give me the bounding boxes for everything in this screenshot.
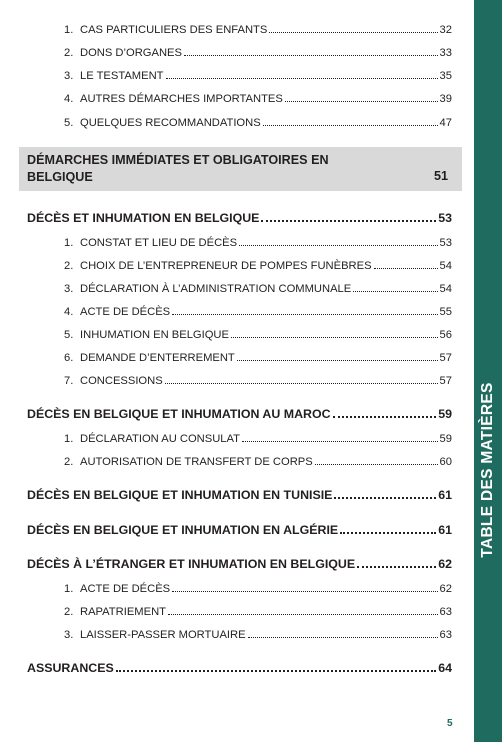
toc-section-title: DÉCÈS EN BELGIQUE ET INHUMATION EN ALGÉRIE bbox=[27, 523, 339, 537]
toc-entry-page: 59 bbox=[439, 433, 452, 445]
toc-entry[interactable] bbox=[64, 456, 452, 468]
toc-entry[interactable] bbox=[64, 24, 452, 36]
leader-dots bbox=[334, 496, 436, 499]
toc-entry-number: 1. bbox=[64, 24, 74, 36]
toc-entry-number: 4. bbox=[64, 306, 74, 318]
chapter-page: 51 bbox=[433, 169, 448, 183]
leader-dots bbox=[165, 382, 438, 384]
toc-entry-label: INHUMATION EN BELGIQUE bbox=[80, 329, 229, 341]
toc-entry-number: 2. bbox=[64, 260, 74, 272]
toc-entry[interactable] bbox=[64, 70, 452, 82]
chapter-title-line: BELGIQUE bbox=[27, 170, 93, 184]
leader-dots bbox=[263, 124, 438, 126]
leader-dots bbox=[357, 565, 436, 568]
toc-entry-label: DEMANDE D’ENTERREMENT bbox=[80, 352, 235, 364]
leader-dots bbox=[315, 463, 438, 465]
leader-dots bbox=[172, 313, 437, 315]
toc-entry-number: 7. bbox=[64, 375, 74, 387]
toc-section[interactable] bbox=[27, 523, 452, 537]
leader-dots bbox=[166, 77, 438, 79]
toc-entry-number: 2. bbox=[64, 456, 74, 468]
toc-entry-number: 5. bbox=[64, 329, 74, 341]
toc-entry-page: 63 bbox=[439, 606, 452, 618]
toc-entry-label: CAS PARTICULIERS DES ENFANTS bbox=[80, 24, 268, 36]
toc-entry-label: RAPATRIEMENT bbox=[80, 606, 166, 618]
toc-section[interactable] bbox=[27, 661, 452, 675]
toc-entry-number: 1. bbox=[64, 237, 74, 249]
toc-entry-page: 35 bbox=[439, 70, 452, 82]
leader-dots bbox=[242, 440, 438, 442]
toc-section-page: 64 bbox=[438, 661, 452, 675]
toc-entry[interactable] bbox=[64, 93, 452, 105]
toc-entry-number: 3. bbox=[64, 629, 74, 641]
leader-dots bbox=[184, 54, 438, 56]
toc-entry[interactable] bbox=[64, 329, 452, 341]
toc-entry-page: 39 bbox=[439, 93, 452, 105]
toc-entry[interactable] bbox=[64, 237, 452, 249]
toc-entry-page: 54 bbox=[439, 283, 452, 295]
toc-section-title: DÉCÈS EN BELGIQUE ET INHUMATION EN TUNISIE bbox=[27, 488, 333, 502]
chapter-title bbox=[27, 152, 387, 186]
toc-entry-label: ACTE DE DÉCÈS bbox=[80, 583, 171, 595]
toc-section[interactable] bbox=[27, 211, 452, 225]
toc-entry[interactable] bbox=[64, 433, 452, 445]
leader-dots bbox=[269, 31, 437, 33]
side-tab bbox=[474, 0, 502, 742]
toc-entry-label: DÉCLARATION À L’ADMINISTRATION COMMUNALE bbox=[80, 283, 352, 295]
leader-dots bbox=[333, 415, 437, 418]
toc-section-page: 62 bbox=[438, 557, 452, 571]
toc-entry[interactable] bbox=[64, 306, 452, 318]
leader-dots bbox=[340, 531, 436, 534]
toc-entry[interactable] bbox=[64, 117, 452, 129]
toc-entry-number: 2. bbox=[64, 47, 74, 59]
toc-entry-label: CONSTAT ET LIEU DE DÉCÈS bbox=[80, 237, 238, 249]
toc-entry-page: 53 bbox=[439, 237, 452, 249]
toc-entry-page: 55 bbox=[439, 306, 452, 318]
toc-entry[interactable] bbox=[64, 606, 452, 618]
leader-dots bbox=[172, 590, 437, 592]
toc-entry-label: ACTE DE DÉCÈS bbox=[80, 306, 171, 318]
leader-dots bbox=[285, 100, 438, 102]
leader-dots bbox=[231, 336, 438, 338]
toc-entry-page: 57 bbox=[439, 375, 452, 387]
toc-entry-number: 6. bbox=[64, 352, 74, 364]
page-number: 5 bbox=[447, 718, 453, 729]
toc-entry-label: AUTORISATION DE TRANSFERT DE CORPS bbox=[80, 456, 313, 468]
leader-dots bbox=[239, 244, 437, 246]
toc-entry-number: 3. bbox=[64, 70, 74, 82]
leader-dots bbox=[237, 359, 438, 361]
leader-dots bbox=[116, 669, 436, 672]
leader-dots bbox=[353, 290, 437, 292]
leader-dots bbox=[248, 636, 438, 638]
toc-entry[interactable] bbox=[64, 583, 452, 595]
toc-entry[interactable] bbox=[64, 629, 452, 641]
toc-section-title: DÉCÈS À L’ÉTRANGER ET INHUMATION EN BELGIQUE bbox=[27, 557, 356, 571]
toc-section-page: 59 bbox=[438, 407, 452, 421]
toc-section[interactable] bbox=[27, 407, 452, 421]
toc-entry-number: 4. bbox=[64, 93, 74, 105]
toc-entry[interactable] bbox=[64, 375, 452, 387]
toc-entry-number: 5. bbox=[64, 117, 74, 129]
chapter-title-line: DÉMARCHES IMMÉDIATES ET OBLIGATOIRES EN bbox=[27, 153, 329, 167]
toc-entry[interactable] bbox=[64, 283, 452, 295]
leader-dots bbox=[261, 219, 436, 222]
toc-entry-page: 33 bbox=[439, 47, 452, 59]
toc-entry[interactable] bbox=[64, 260, 452, 272]
toc-entry-page: 54 bbox=[439, 260, 452, 272]
toc-entry-label: QUELQUES RECOMMANDATIONS bbox=[80, 117, 261, 129]
toc-entry-number: 2. bbox=[64, 606, 74, 618]
toc-entry-page: 62 bbox=[439, 583, 452, 595]
toc-section[interactable] bbox=[27, 488, 452, 502]
toc-entry-page: 57 bbox=[439, 352, 452, 364]
toc-entry-label: DÉCLARATION AU CONSULAT bbox=[80, 433, 240, 445]
toc-entry-page: 56 bbox=[439, 329, 452, 341]
toc-entry-page: 47 bbox=[439, 117, 452, 129]
toc-section-title: ASSURANCES bbox=[27, 661, 114, 675]
toc-entry-label: DONS D’ORGANES bbox=[80, 47, 182, 59]
leader-dots bbox=[168, 613, 438, 615]
toc-entry-page: 60 bbox=[439, 456, 452, 468]
toc-section-title: DÉCÈS EN BELGIQUE ET INHUMATION AU MAROC bbox=[27, 407, 331, 421]
toc-entry-page: 32 bbox=[439, 24, 452, 36]
leader-dots bbox=[374, 267, 438, 269]
toc-entry-label: LE TESTAMENT bbox=[80, 70, 164, 82]
toc-entry-label: CHOIX DE L’ENTREPRENEUR DE POMPES FUNÈBRES bbox=[80, 260, 372, 272]
toc-entry[interactable] bbox=[64, 352, 452, 364]
toc-entry-number: 1. bbox=[64, 433, 74, 445]
toc-entry-label: LAISSER-PASSER MORTUAIRE bbox=[80, 629, 246, 641]
chapter-banner[interactable] bbox=[19, 147, 462, 191]
toc-entry-number: 1. bbox=[64, 583, 74, 595]
side-tab-title: TABLE DES MATIÈRES bbox=[479, 382, 496, 558]
toc-entry-label: AUTRES DÉMARCHES IMPORTANTES bbox=[80, 93, 283, 105]
toc-section-page: 61 bbox=[438, 523, 452, 537]
toc-section-page: 61 bbox=[438, 488, 452, 502]
toc-entry-number: 3. bbox=[64, 283, 74, 295]
toc-entry-page: 63 bbox=[439, 629, 452, 641]
toc-section-page: 53 bbox=[438, 211, 452, 225]
toc-entry[interactable] bbox=[64, 47, 452, 59]
toc-entry-label: CONCESSIONS bbox=[80, 375, 163, 387]
toc-section[interactable] bbox=[27, 557, 452, 571]
toc-section-title: DÉCÈS ET INHUMATION EN BELGIQUE bbox=[27, 211, 260, 225]
